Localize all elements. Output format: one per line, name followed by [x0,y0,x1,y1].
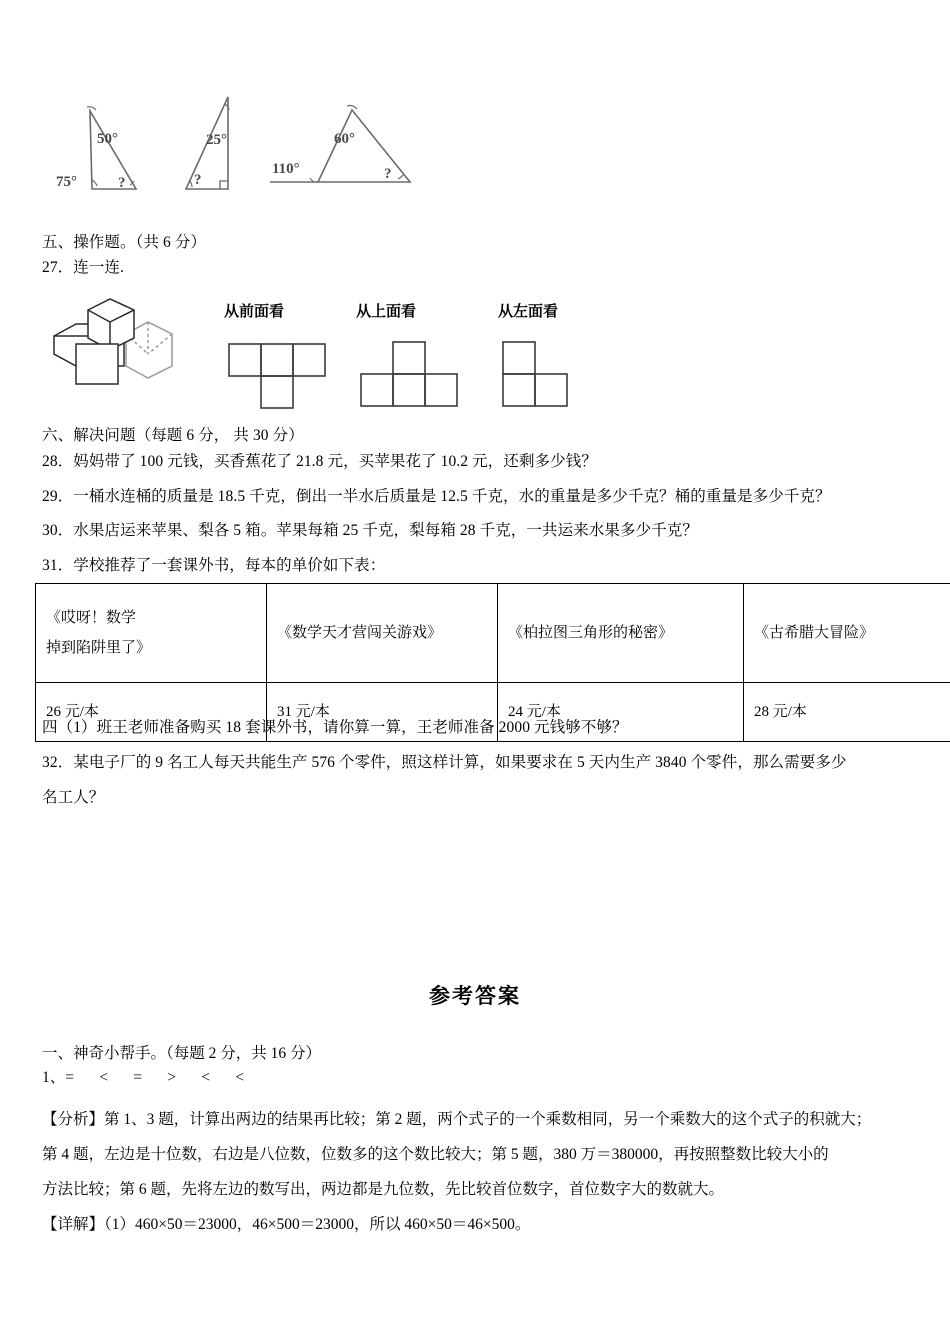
triangles-figure [40,88,440,203]
svg-text:?: ? [384,166,392,182]
book-1-line-2: 掉到陷阱里了》 [46,640,152,656]
book-1-line-1: 《哎呀！数学 [46,610,137,626]
answer-1-row [42,1068,269,1088]
analysis-line-2: 第 4 题，左边是十位数，右边是八位数，位数多的这个数比较大；第 5 题，380 万＝380000，再按照整数比较大小的 [42,1146,829,1163]
table-cell-price-2: 31 元/本 [267,683,498,742]
question-31-sub: 四（1）班王老师准备购买 18 套课外书，请你算一算，王老师准备 2000 元钱够不够？ [42,719,628,736]
table-cell-price-4: 28 元/本 [744,683,950,742]
svg-text:?: ? [194,172,202,188]
question-30: 30．水果店运来苹果、梨各 5 箱。苹果每箱 25 千克，梨每箱 28 千克，一共运来水果多少千克？ [42,522,699,539]
question-27: 27．连一连. [42,259,125,276]
answers-title: 参考答案 [429,984,521,1008]
section5-heading: 五、操作题。（共 6 分） [42,234,207,251]
table-row-book-names [36,584,950,683]
answer-1-symbol-5: < [201,1069,211,1086]
question-29: 29．一桶水连桶的质量是 18.5 千克，倒出一半水后质量是 12.5 千克，水的重量是多少千克？桶的重量是多少千克？ [42,488,831,505]
table-cell-book-2: 《数学天才营闯关游戏》 [267,584,498,683]
top-view-shape [358,340,468,410]
left-view-shape [500,340,580,410]
question-32-line-2: 名工人？ [42,789,105,806]
answer-1-symbol-6: < [235,1069,245,1086]
view-label-left: 从左面看 [498,304,559,320]
svg-text:25°: 25° [206,132,227,148]
section6-heading: 六、解决问题（每题 6 分， 共 30 分） [42,427,304,444]
triangle-1 [87,107,136,189]
analysis-line-1: 【分析】第 1、3 题，计算出两边的结果再比较；第 2 题，两个式子的一个乘数相同，另一个乘数大的这个式子的积就大； [42,1111,872,1128]
svg-text:50°: 50° [97,131,118,147]
answer-1-symbol-2: < [99,1069,109,1086]
table-cell-book-4: 《古希腊大冒险》 [744,584,950,683]
table-cell-book-3: 《柏拉图三角形的秘密》 [498,584,744,683]
answer-1-symbol-3: = [133,1069,143,1086]
answer-1-number: 1、 [42,1069,66,1086]
question-32-line-1: 32．某电子厂的 9 名工人每天共能生产 576 个零件，照这样计算，如果要求在 5 天内生产 3840 个零件，那么需要多少 [42,754,847,771]
view-label-front: 从前面看 [224,304,285,320]
front-view-shape [226,342,336,410]
svg-text:60°: 60° [334,131,355,147]
table-cell-price-3: 24 元/本 [498,683,744,742]
view-label-top: 从上面看 [356,304,417,320]
cube-solid-figure [48,296,178,406]
table-cell-book-1 [36,584,267,683]
analysis-line-3: 方法比较；第 6 题，先将左边的数写出，两边都是九位数，先比较首位数字，首位数字大的数就大。 [42,1181,725,1198]
question-31: 31．学校推荐了一套课外书，每本的单价如下表： [42,557,386,574]
question-28: 28．妈妈带了 100 元钱，买香蕉花了 21.8 元，买苹果花了 10.2 元，还剩多少钱？ [42,453,597,470]
answers-section1-heading: 一、神奇小帮手。（每题 2 分，共 16 分） [42,1045,322,1062]
answer-1-symbol-4: > [167,1069,177,1086]
svg-text:75°: 75° [56,174,77,190]
svg-text:110°: 110° [272,161,300,177]
detail-line-1: 【详解】（1）460×50＝23000，46×500＝23000，所以 460×50＝46×500。 [42,1216,531,1233]
table-cell-price-1: 26 元/本 [36,683,267,742]
svg-text:?: ? [118,175,126,191]
answer-1-symbol-1: = [65,1069,75,1086]
